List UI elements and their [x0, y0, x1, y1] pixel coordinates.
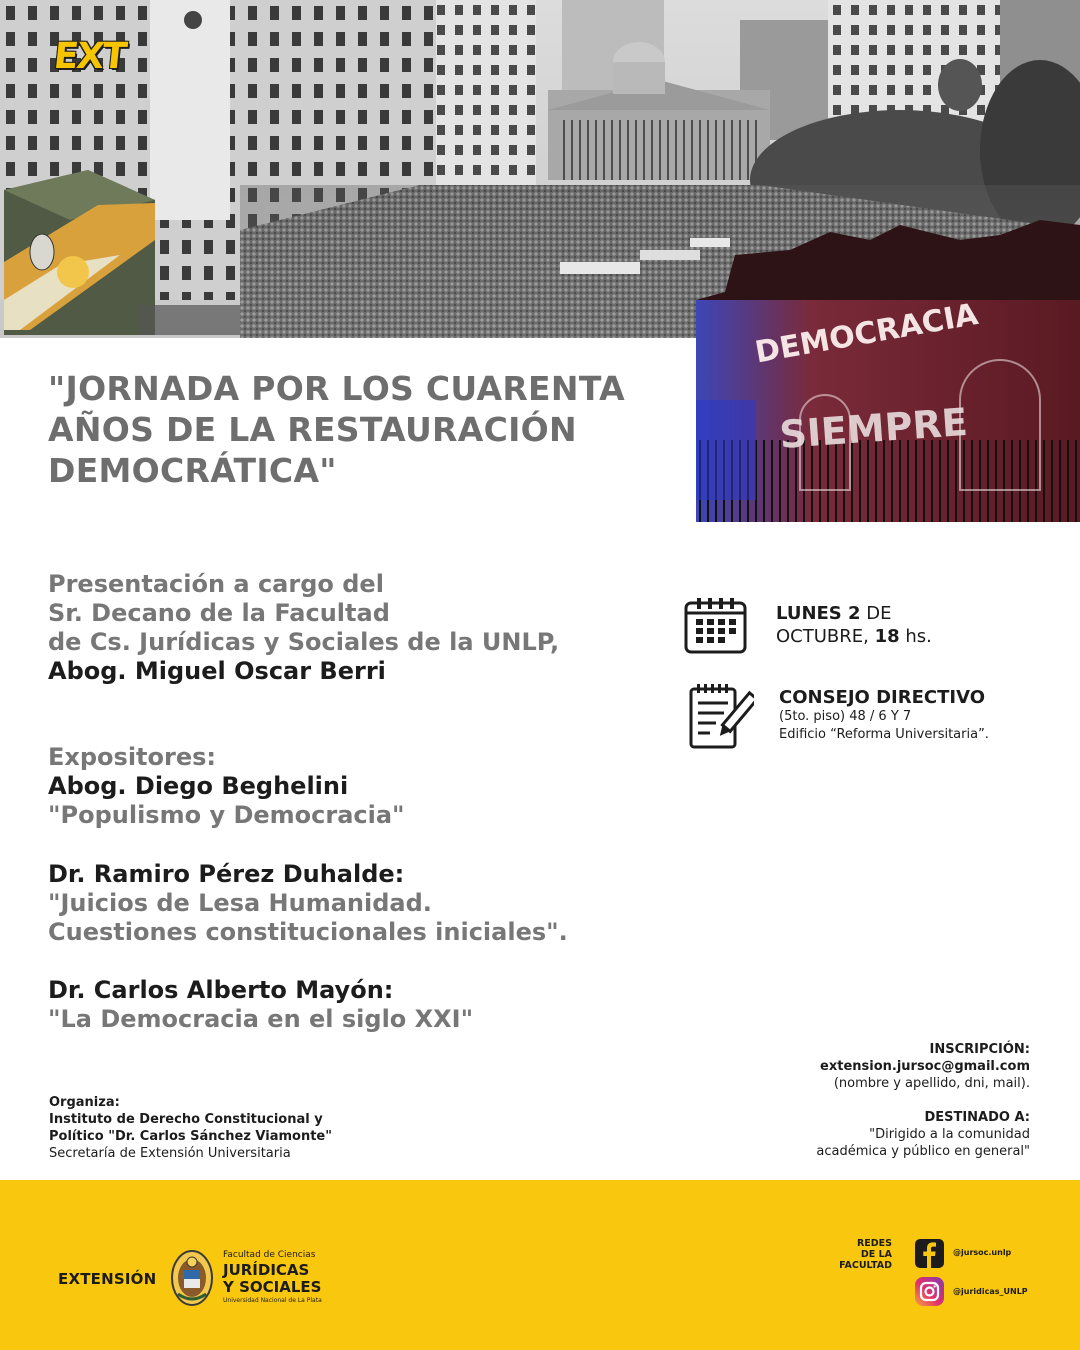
speakers-block-1: [48, 743, 405, 830]
registration-note: (nombre y apellido, dni, mail).: [833, 1076, 1030, 1091]
social-label: [839, 1238, 892, 1271]
social-label-line: FACULTAD: [839, 1260, 892, 1271]
faculty-name-line: JURÍDICAS: [223, 1261, 310, 1279]
venue-floor: (5to. piso) 48 / 6 Y 7: [779, 709, 912, 724]
presentation-line: Presentación a cargo del: [48, 570, 384, 598]
title-line: "JORNADA POR LOS CUARENTA: [48, 369, 625, 408]
organizer-line: Político "Dr. Carlos Sánchez Viamonte": [49, 1129, 333, 1144]
registration-block: [820, 1041, 1030, 1092]
organizer-line: Secretaría de Extensión Universitaria: [49, 1146, 291, 1161]
event-time-unit: hs.: [899, 626, 932, 647]
organizer-block: [49, 1094, 332, 1162]
university-name: Universidad Nacional de La Plata: [223, 1297, 322, 1304]
event-day: LUNES 2: [776, 603, 861, 624]
faculty-seal-logo: [170, 1248, 214, 1308]
event-title: [48, 368, 698, 491]
social-label-line: REDES: [856, 1238, 892, 1249]
casa-rosada-image: [696, 220, 1080, 522]
registration-label: INSCRIPCIÓN:: [929, 1042, 1030, 1057]
projection-word-1: DEMOCRACIA: [752, 296, 981, 371]
clipboard-pencil-icon: [688, 683, 754, 751]
title-line: DEMOCRÁTICA": [48, 451, 337, 490]
speakers-heading: Expositores:: [48, 743, 217, 771]
projection-word-2: SIEMPRE: [778, 399, 970, 457]
presentation-line: de Cs. Jurídicas y Sociales de la UNLP,: [48, 628, 560, 656]
dean-name: Abog. Miguel Oscar Berri: [48, 657, 386, 685]
instagram-handle[interactable]: @juridicas_UNLP: [953, 1287, 1028, 1296]
speaker-name: Dr. Carlos Alberto Mayón:: [48, 976, 394, 1004]
calendar-icon: [684, 597, 748, 655]
speaker-topic: "La Democracia en el siglo XXI": [48, 1005, 474, 1033]
faculty-name-line: Y SOCIALES: [223, 1278, 322, 1296]
audience-line: académica y público en general": [816, 1144, 1030, 1159]
presentation-line: Sr. Decano de la Facultad: [48, 599, 390, 627]
organizer-line: Instituto de Derecho Constitucional y: [49, 1112, 323, 1127]
organizer-label: Organiza:: [49, 1095, 120, 1110]
speaker-name: Abog. Diego Beghelini: [48, 772, 349, 800]
social-label-line: DE LA: [860, 1249, 892, 1260]
audience-block: [816, 1109, 1030, 1160]
audience-label: DESTINADO A:: [924, 1110, 1030, 1125]
speaker-topic: "Juicios de Lesa Humanidad.: [48, 889, 432, 917]
speaker-topic: Cuestiones constitucionales iniciales".: [48, 918, 568, 946]
speakers-block-2: [48, 860, 568, 947]
speakers-block-3: [48, 976, 473, 1034]
presentation-block: [48, 570, 559, 686]
faculty-name-top: Facultad de Ciencias: [223, 1250, 316, 1260]
registration-email[interactable]: extension.jursoc@gmail.com: [820, 1059, 1030, 1074]
speaker-topic: "Populismo y Democracia": [48, 801, 405, 829]
event-month: OCTUBRE,: [776, 626, 869, 647]
speaker-name: Dr. Ramiro Pérez Duhalde:: [48, 860, 405, 888]
title-line: AÑOS DE LA RESTAURACIÓN: [48, 410, 577, 449]
venue-title: CONSEJO DIRECTIVO: [779, 687, 985, 708]
event-day-rest: DE: [860, 603, 892, 624]
facebook-handle[interactable]: @jursoc.unlp: [953, 1248, 1012, 1257]
audience-line: "Dirigido a la comunidad: [869, 1127, 1030, 1142]
event-time: 18: [874, 626, 900, 647]
venue-building: Edificio “Reforma Universitaria”.: [779, 727, 989, 742]
ext-logo: EXT: [51, 36, 128, 77]
facebook-icon[interactable]: [915, 1239, 944, 1268]
extension-label: EXTENSIÓN: [58, 1270, 157, 1288]
faculty-name: [223, 1262, 321, 1296]
event-date: [776, 602, 932, 648]
instagram-icon[interactable]: [915, 1277, 944, 1306]
